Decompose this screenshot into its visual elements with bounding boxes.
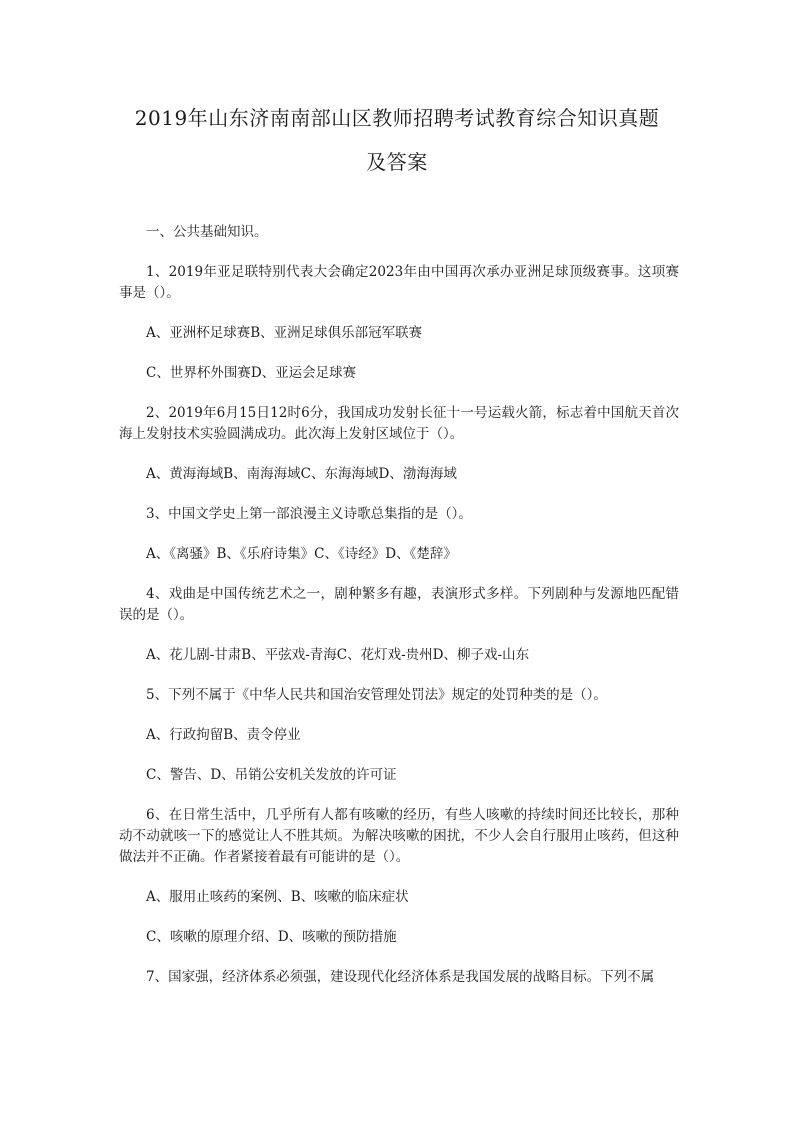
question-5-options-c-d: C、警告、D、吊销公安机关发放的许可证: [146, 767, 397, 783]
question-3-options: A、《离骚》B、《乐府诗集》C、《诗经》D、《楚辞》: [146, 546, 457, 562]
question-2: 2、2019年6月15日12时6分，我国成功发射长征十一号运载火箭，标志着中国航天首次海上发射技术实验圆满成功。此次海上发射区域位于（）。: [119, 405, 679, 442]
question-5: 5、下列不属于《中华人民共和国治安管理处罚法》规定的处罚种类的是（）。: [146, 687, 607, 703]
question-5-options-a-b: A、行政拘留B、责令停业: [146, 727, 301, 743]
question-6-options-a-b: A、服用止咳药的案例、B、咳嗽的临床症状: [146, 889, 409, 905]
question-3: 3、中国文学史上第一部浪漫主义诗歌总集指的是（）。: [146, 506, 472, 522]
question-1: 1、2019年亚足联特别代表大会确定2023年由中国再次承办亚洲足球顶级赛事。这项赛事是（）。: [119, 264, 679, 301]
section-heading: 一、公共基础知识。: [146, 224, 268, 240]
question-4: 4、戏曲是中国传统艺术之一，剧种繁多有趣，表演形式多样。下列剧种与发源地匹配错误的是（）。: [119, 586, 679, 623]
question-1-options-a-b: A、亚洲杯足球赛B、亚洲足球俱乐部冠军联赛: [146, 325, 423, 341]
document-title-line-1: 2019年山东济南南部山区教师招聘考试教育综合知识真题: [134, 106, 660, 130]
question-2-options: A、黄海海域B、南海海域C、东海海域D、渤海海域: [146, 466, 457, 482]
document-body: [119, 222, 679, 1007]
document-title-line-2: 及答案: [366, 150, 428, 174]
question-4-options: A、花儿剧-甘肃B、平弦戏-青海C、花灯戏-贵州D、柳子戏-山东: [146, 647, 530, 663]
question-6-options-c-d: C、咳嗽的原理介绍、D、咳嗽的预防措施: [146, 929, 397, 945]
question-1-options-c-d: C、世界杯外围赛D、亚运会足球赛: [146, 365, 357, 381]
question-7: 7、国家强，经济体系必须强，建设现代化经济体系是我国发展的战略目标。下列不属: [146, 969, 655, 985]
question-6: 6、在日常生活中，几乎所有人都有咳嗽的经历，有些人咳嗽的持续时间还比较长，那种动不动就咳一下的感觉让人不胜其烦。为解决咳嗽的困扰，不少人会自行服用止咳药，但这种做法并不正确。作者紧接着最有可能讲的是（）。: [119, 807, 679, 865]
